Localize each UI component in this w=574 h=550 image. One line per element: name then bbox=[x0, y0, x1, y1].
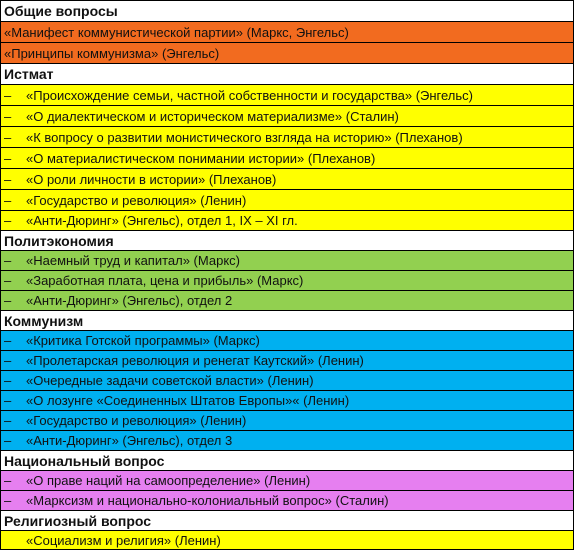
item-title: «Государство и революция» (Ленин) bbox=[26, 413, 247, 428]
item-dash: – bbox=[4, 108, 12, 124]
item-title: «Происхождение семьи, частной собственности и государства» (Энгельс) bbox=[26, 87, 473, 103]
item-title: «Пролетарская революция и ренегат Каутский» (Ленин) bbox=[26, 353, 364, 368]
item-title: «Очередные задачи советской власти» (Ленин) bbox=[26, 373, 314, 388]
reading-item-row bbox=[1, 410, 573, 430]
item-dash: – bbox=[4, 150, 12, 166]
section-header bbox=[1, 230, 573, 250]
section-header bbox=[1, 310, 573, 330]
item-dash: – bbox=[4, 213, 12, 228]
item-title: «Анти-Дюринг» (Энгельс), отдел 1, IX – XI гл. bbox=[26, 213, 298, 228]
section-title: Истмат bbox=[4, 66, 54, 82]
item-title: «Критика Готской программы» (Маркс) bbox=[26, 333, 260, 348]
reading-item-row bbox=[1, 42, 573, 63]
item-dash: – bbox=[4, 333, 12, 348]
item-title: «О роли личности в истории» (Плеханов) bbox=[26, 171, 277, 187]
reading-item-row bbox=[1, 168, 573, 189]
section-title: Политэкономия bbox=[4, 232, 114, 249]
reading-item-row bbox=[1, 490, 573, 510]
section-title: Религиозный вопрос bbox=[4, 512, 152, 529]
item-title: «О диалектическом и историческом материализме» (Сталин) bbox=[26, 108, 399, 124]
reading-item-row bbox=[1, 250, 573, 270]
item-dash: – bbox=[4, 129, 12, 145]
item-title: «Анти-Дюринг» (Энгельс), отдел 2 bbox=[26, 293, 233, 308]
section-title: Национальный вопрос bbox=[4, 452, 165, 469]
item-dash: – bbox=[4, 273, 12, 288]
item-dash: – bbox=[4, 473, 12, 488]
reading-item-row bbox=[1, 21, 573, 42]
item-dash: – bbox=[4, 353, 12, 368]
reading-item-row bbox=[1, 330, 573, 350]
reading-item-row bbox=[1, 370, 573, 390]
item-dash: – bbox=[4, 192, 12, 208]
item-title: «О праве наций на самоопределение» (Ленин) bbox=[26, 473, 311, 488]
item-title: «Марксизм и национально-колониальный вопрос» (Сталин) bbox=[26, 493, 389, 508]
reading-item-row bbox=[1, 105, 573, 126]
section-title: Общие вопросы bbox=[4, 3, 118, 19]
item-title: «О материалистическом понимании истории» (Плеханов) bbox=[26, 150, 376, 166]
section-header bbox=[1, 450, 573, 470]
item-title: «Социализм и религия» (Ленин) bbox=[26, 532, 221, 548]
reading-item-row bbox=[1, 126, 573, 147]
item-title: «О лозунге «Соединенных Штатов Европы»« (Ленин) bbox=[26, 393, 350, 408]
reading-item-row bbox=[1, 290, 573, 310]
item-dash: – bbox=[4, 293, 12, 308]
reading-item-row bbox=[1, 270, 573, 290]
reading-item-row bbox=[1, 470, 573, 490]
section-header bbox=[1, 510, 573, 530]
section-header bbox=[1, 0, 573, 21]
item-dash: – bbox=[4, 253, 12, 268]
item-title: «К вопросу о развитии монистического взгляда на историю» (Плеханов) bbox=[26, 129, 463, 145]
item-dash: – bbox=[4, 87, 12, 103]
reading-item-row bbox=[1, 147, 573, 168]
item-title: «Принципы коммунизма» (Энгельс) bbox=[4, 45, 220, 61]
item-dash: – bbox=[4, 413, 12, 428]
item-title: «Наемный труд и капитал» (Маркс) bbox=[26, 253, 240, 268]
reading-item-row bbox=[1, 530, 573, 550]
reading-item-row bbox=[1, 390, 573, 410]
item-title: «Государство и революция» (Ленин) bbox=[26, 192, 247, 208]
reading-item-row bbox=[1, 210, 573, 230]
item-dash: – bbox=[4, 493, 12, 508]
item-dash: – bbox=[4, 393, 12, 408]
section-header bbox=[1, 63, 573, 84]
reading-item-row bbox=[1, 350, 573, 370]
item-dash: – bbox=[4, 433, 12, 448]
reading-item-row bbox=[1, 430, 573, 450]
item-title: «Заработная плата, цена и прибыль» (Маркс) bbox=[26, 273, 304, 288]
reading-item-row bbox=[1, 84, 573, 105]
item-title: «Анти-Дюринг» (Энгельс), отдел 3 bbox=[26, 433, 233, 448]
item-dash: – bbox=[4, 373, 12, 388]
reading-item-row bbox=[1, 189, 573, 210]
item-dash: – bbox=[4, 171, 12, 187]
section-title: Коммунизм bbox=[4, 312, 84, 329]
item-title: «Манифест коммунистической партии» (Маркс, Энгельс) bbox=[4, 24, 349, 40]
